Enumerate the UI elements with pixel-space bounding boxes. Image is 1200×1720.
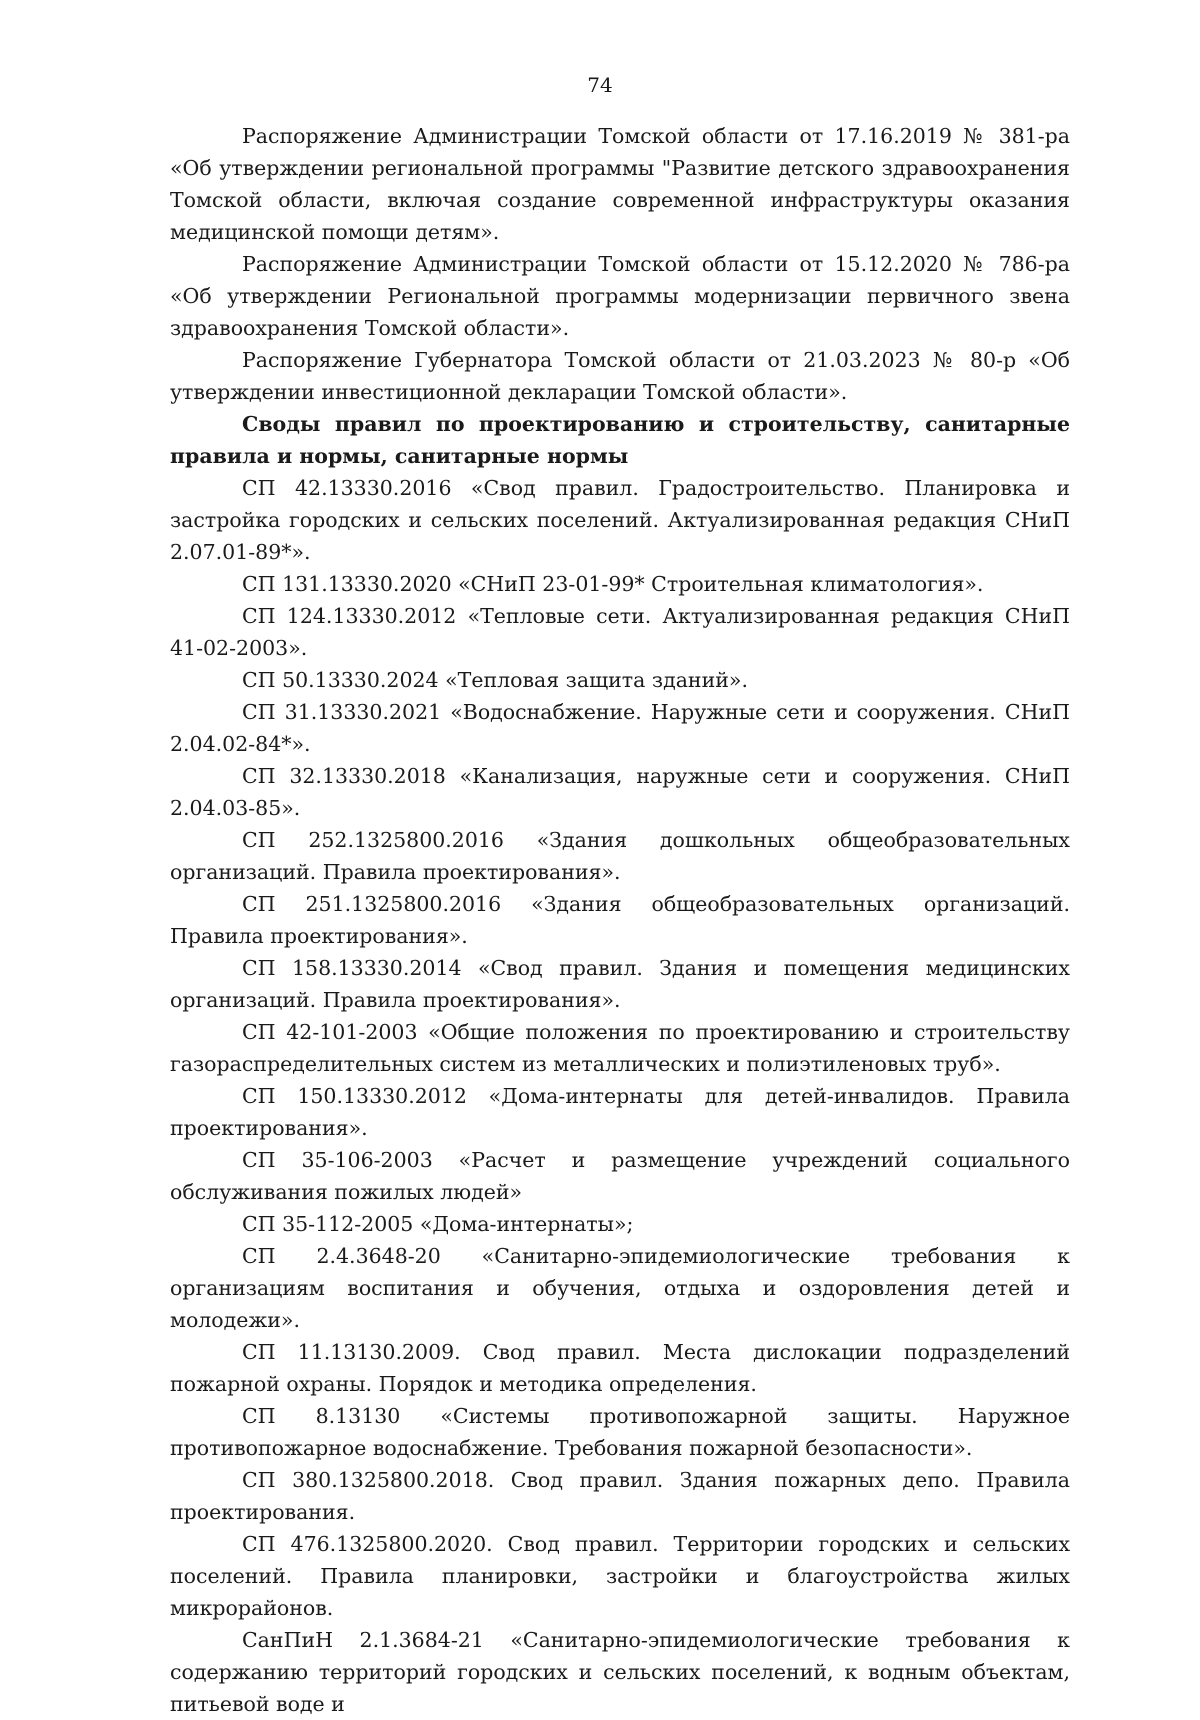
list-item: СП 35-106-2003 «Расчет и размещение учреждений социального обслуживания пожилых людей» (170, 1148, 1070, 1204)
list-item: СП 131.13330.2020 «СНиП 23-01-99* Строительная климатология». (242, 572, 984, 596)
list-item: СП 124.13330.2012 «Тепловые сети. Актуализированная редакция СНиП 41-02-2003». (170, 604, 1070, 660)
list-item: СП 50.13330.2024 «Тепловая защита зданий». (242, 668, 748, 692)
document-body (170, 120, 1070, 1720)
list-item: СП 8.13130 «Системы противопожарной защиты. Наружное противопожарное водоснабжение. Требования пожарной безопасности». (170, 1404, 1070, 1460)
list-item: СП 380.1325800.2018. Свод правил. Здания пожарных депо. Правила проектирования. (170, 1468, 1070, 1524)
list-item: СП 251.1325800.2016 «Здания общеобразовательных организаций. Правила проектирования». (170, 892, 1070, 948)
list-item: СП 252.1325800.2016 «Здания дошкольных общеобразовательных организаций. Правила проектирования». (170, 828, 1070, 884)
list-item: СП 11.13130.2009. Свод правил. Места дислокации подразделений пожарной охраны. Порядок и методика определения. (170, 1340, 1070, 1396)
paragraph-order-2019: Распоряжение Администрации Томской области от 17.16.2019 № 381-ра «Об утверждении региональной программы "Развитие детского здравоохранения Томской области, включая создание современной инфраструктуры оказания медицинской помощи детям». (170, 124, 1070, 244)
list-item: СП 42-101-2003 «Общие положения по проектированию и строительству газораспределительных систем из металлических и полиэтиленовых труб». (170, 1020, 1070, 1076)
list-item: СП 31.13330.2021 «Водоснабжение. Наружные сети и сооружения. СНиП 2.04.02-84*». (170, 700, 1070, 756)
list-item: СП 32.13330.2018 «Канализация, наружные сети и сооружения. СНиП 2.04.03-85». (170, 764, 1070, 820)
section-heading: Своды правил по проектированию и строительству, санитарные правила и нормы, санитарные нормы (170, 412, 1070, 468)
paragraph-order-2020: Распоряжение Администрации Томской области от 15.12.2020 № 786-ра «Об утверждении Региональной программы модернизации первичного звена здравоохранения Томской области». (170, 252, 1070, 340)
paragraph-order-2023: Распоряжение Губернатора Томской области от 21.03.2023 № 80-р «Об утверждении инвестиционной декларации Томской области». (170, 348, 1070, 404)
page-number: 74 (587, 73, 613, 97)
list-item: СП 150.13330.2012 «Дома-интернаты для детей-инвалидов. Правила проектирования». (170, 1084, 1070, 1140)
list-item: СП 42.13330.2016 «Свод правил. Градостроительство. Планировка и застройка городских и сельских поселений. Актуализированная редакция СНиП 2.07.01-89*». (170, 476, 1070, 564)
list-item: СП 2.4.3648-20 «Санитарно-эпидемиологические требования к организациям воспитания и обучения, отдыха и оздоровления детей и молодежи». (170, 1244, 1070, 1332)
list-item: СанПиН 2.1.3684-21 «Санитарно-эпидемиологические требования к содержанию территорий городских и сельских поселений, к водным объектам, питьевой воде и (170, 1628, 1070, 1716)
list-item: СП 35-112-2005 «Дома-интернаты»; (242, 1212, 634, 1236)
list-item: СП 476.1325800.2020. Свод правил. Территории городских и сельских поселений. Правила планировки, застройки и благоустройства жилых микрорайонов. (170, 1532, 1070, 1620)
list-item: СП 158.13330.2014 «Свод правил. Здания и помещения медицинских организаций. Правила проектирования». (170, 956, 1070, 1012)
